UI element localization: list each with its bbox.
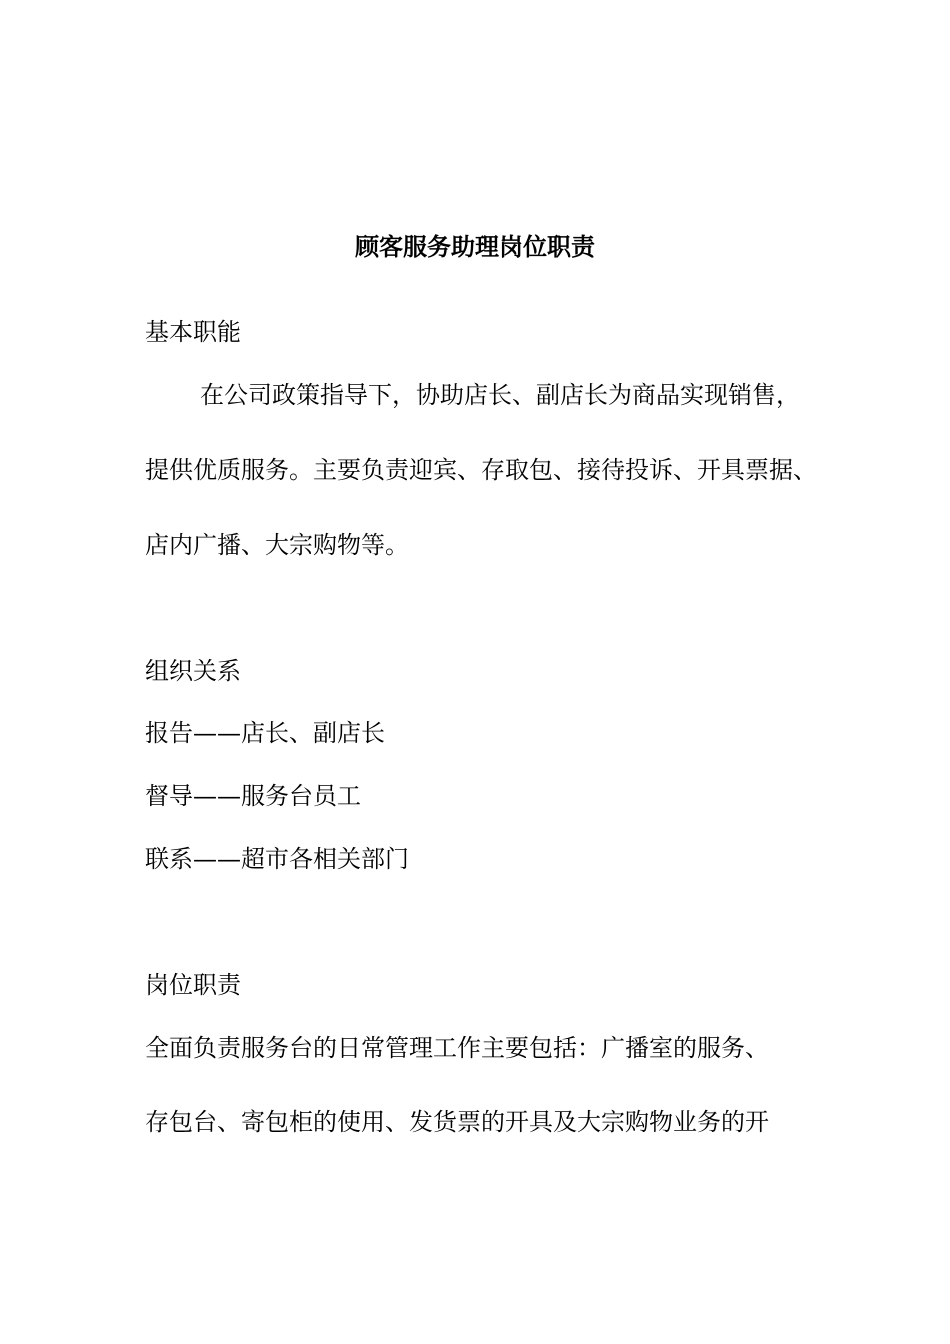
paragraph-line: 全面负责服务台的日常管理工作主要包括：广播室的服务、: [145, 1034, 769, 1062]
org-relation-line: 报告——店长、副店长: [145, 719, 385, 747]
org-relation-line: 督导——服务台员工: [145, 782, 361, 810]
paragraph-line: 存包台、寄包柜的使用、发货票的开具及大宗购物业务的开: [145, 1108, 769, 1136]
paragraph-line: 店内广播、大宗购物等。: [145, 531, 409, 559]
section-heading-organization: 组织关系: [145, 657, 241, 685]
section-heading-responsibilities: 岗位职责: [145, 971, 241, 999]
section-heading-basic-function: 基本职能: [145, 318, 241, 346]
paragraph-line: 提供优质服务。主要负责迎宾、存取包、接待投诉、开具票据、: [145, 456, 817, 484]
paragraph-line: 在公司政策指导下，协助店长、副店长为商品实现销售，: [200, 381, 800, 409]
org-relation-line: 联系——超市各相关部门: [145, 845, 409, 873]
document-title: 顾客服务助理岗位职责: [355, 232, 595, 261]
